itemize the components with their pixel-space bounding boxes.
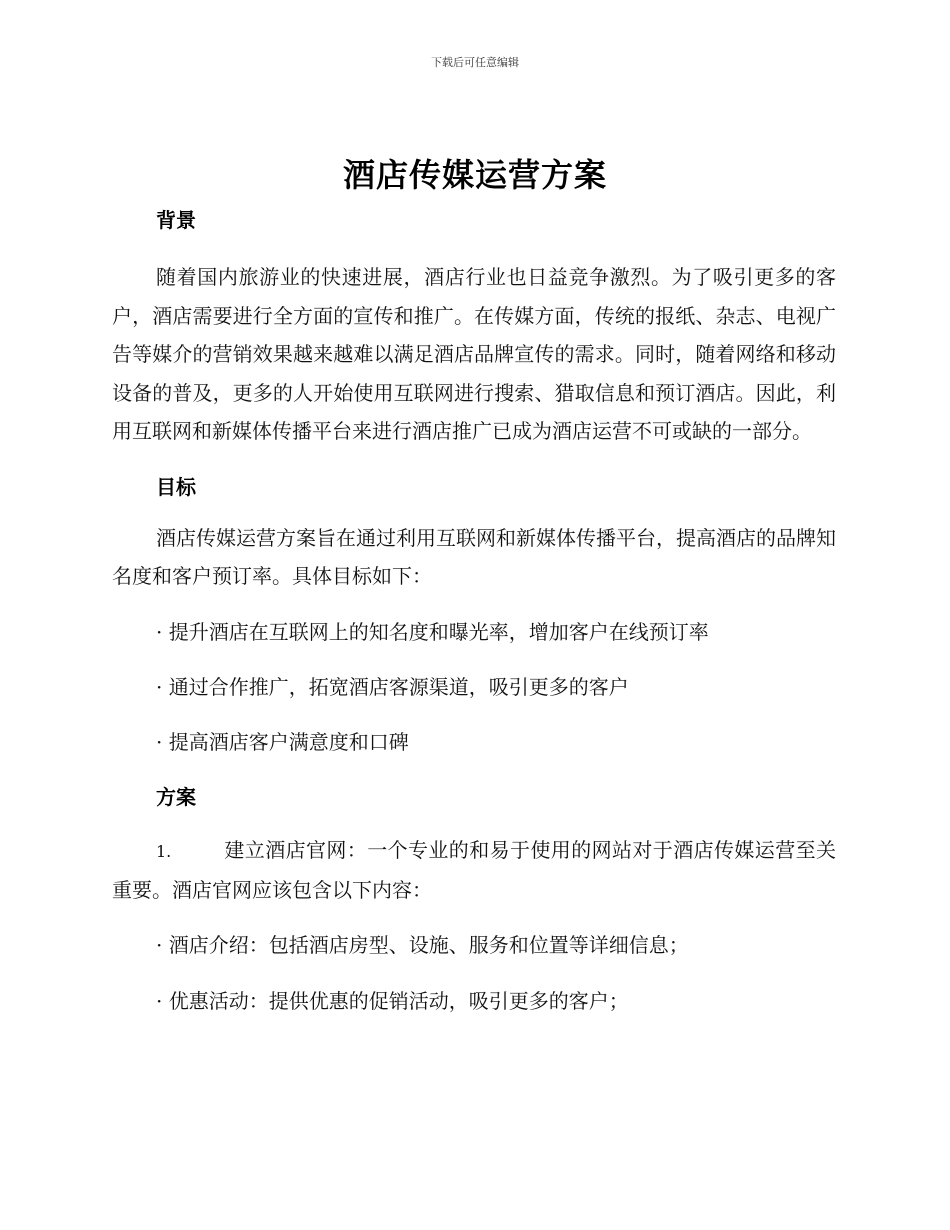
goals-paragraph: 酒店传媒运营方案旨在通过利用互联网和新媒体传播平台，提高酒店的品牌知名度和客户预订率。具体目标如下： <box>112 525 836 588</box>
background-paragraph: 随着国内旅游业的快速进展，酒店行业也日益竞争激烈。为了吸引更多的客户，酒店需要进行全方面的宣传和推广。在传媒方面，传统的报纸、杂志、电视广告等媒介的营销效果越来越难以满足酒店品牌宣传的需求。同时，随着网络和移动设备的普及，更多的人开始使用互联网进行搜索、猎取信息和预订酒店。因此，利用互联网和新媒体传播平台来进行酒店推广已成为酒店运营不可或缺的一部分。 <box>112 265 836 443</box>
goals-bullet-3: · 提高酒店客户满意度和口碑 <box>156 729 409 754</box>
plan-item-1 <box>112 831 836 910</box>
section-heading-goals: 目标 <box>156 474 196 499</box>
header-note: 下载后可任意编辑 <box>431 56 519 69</box>
plan-bullet-1: · 酒店介绍：包括酒店房型、设施、服务和位置等详细信息； <box>156 932 689 957</box>
section-heading-plan: 方案 <box>156 784 196 809</box>
plan-bullet-2: · 优惠活动：提供优惠的促销活动，吸引更多的客户； <box>156 988 629 1013</box>
document-body <box>112 205 836 1016</box>
plan-item-1-text: 建立酒店官网：一个专业的和易于使用的网站对于酒店传媒运营至关重要。酒店官网应该包含以下内容： <box>112 837 836 902</box>
plan-item-1-number: 1. <box>156 841 172 861</box>
section-heading-background: 背景 <box>156 208 196 232</box>
goals-bullet-1: · 提升酒店在互联网上的知名度和曝光率，增加客户在线预订率 <box>156 619 709 644</box>
document-title: 酒店传媒运营方案 <box>342 156 607 194</box>
goals-bullet-2: · 通过合作推广，拓宽酒店客源渠道，吸引更多的客户 <box>156 674 629 699</box>
